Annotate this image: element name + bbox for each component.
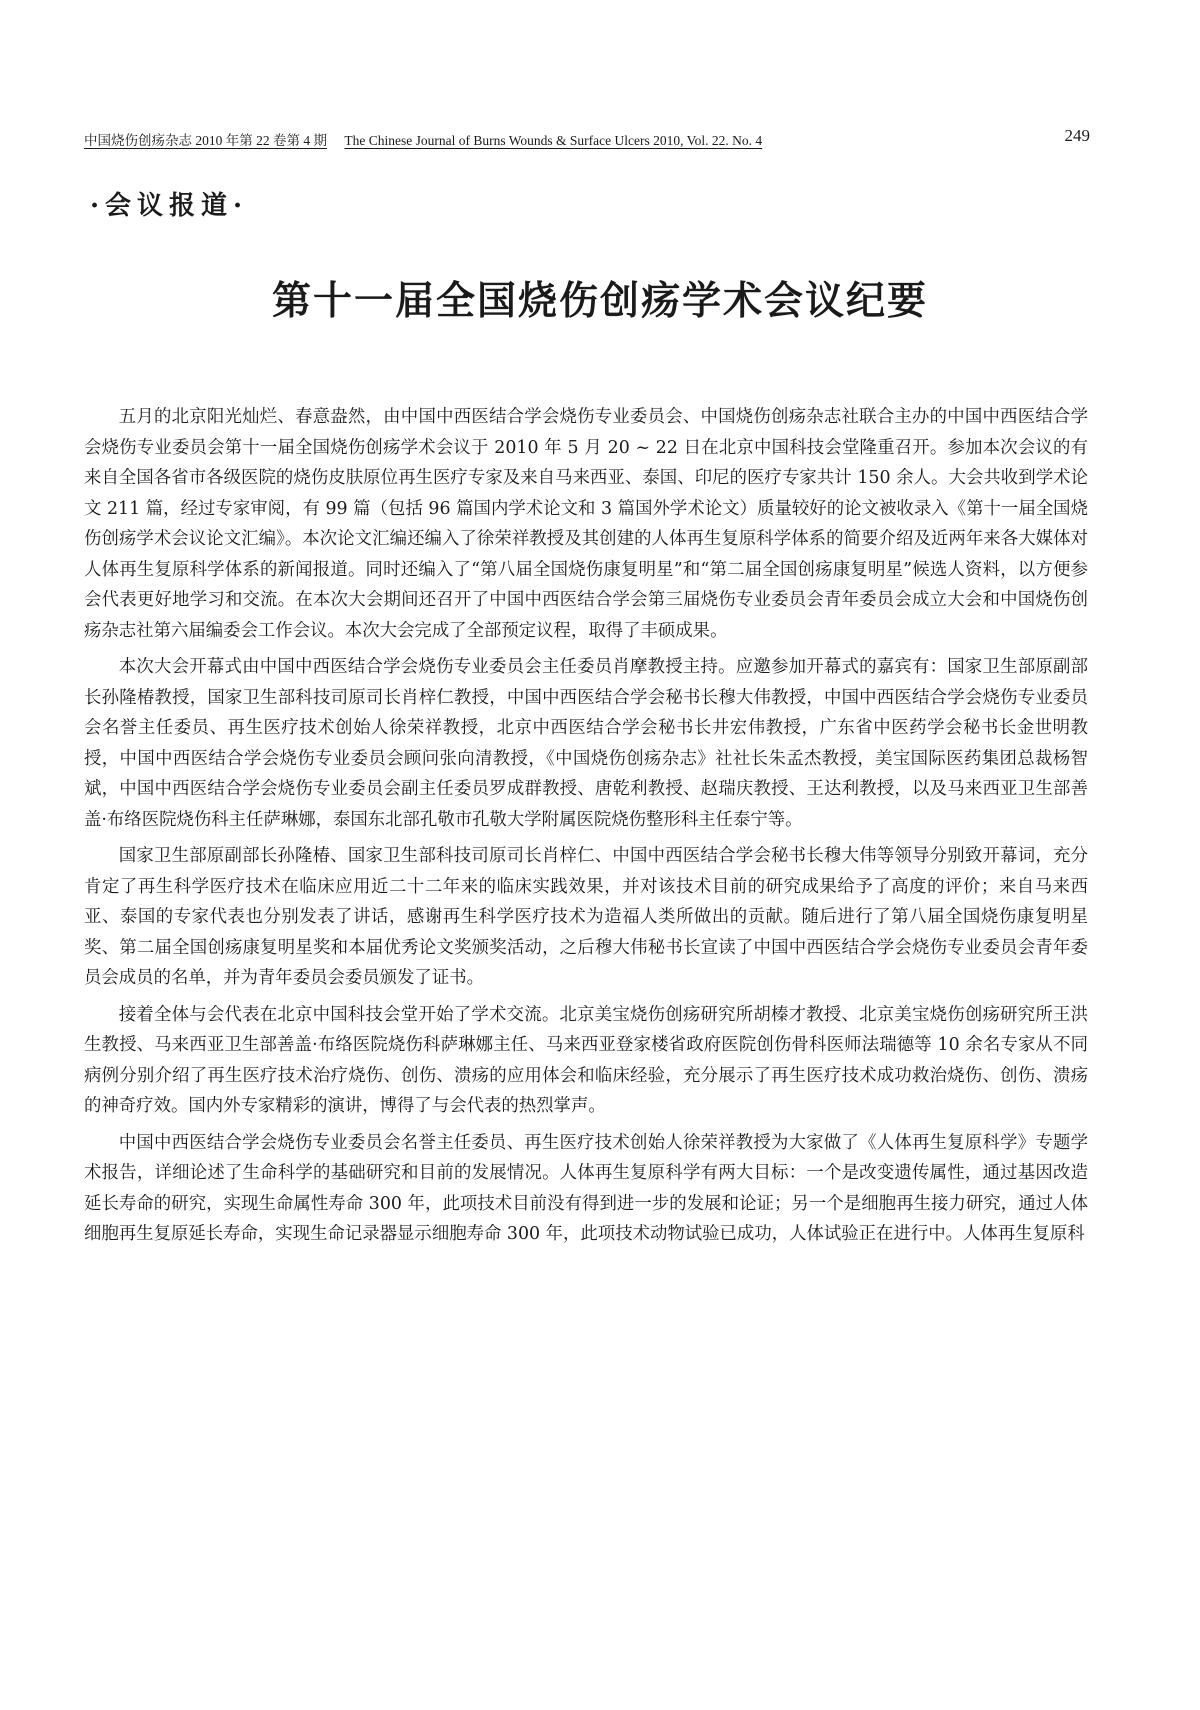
article-title: 第十一届全国烧伤创疡学术会议纪要 [271,279,928,324]
paragraph-4: 接着全体与会代表在北京中国科技会堂开始了学术交流。北京美宝烧伤创疡研究所胡榛才教授、北京美宝烧伤创疡研究所王洪生教授、马来西亚卫生部善盖·布络医院烧伤科萨琳娜主任、马来西亚登家楼省政府医院创伤骨科医师法瑞德等 10 余名专家从不同病例分别介绍了再生医疗技术治疗烧伤、创伤、溃疡的应用体会和临床经验，充分展示了再生医疗技术成功救治烧伤、创伤、溃疡的神奇疗效。国内外专家精彩的演讲，博得了与会代表的热烈掌声。 [84,1004,1088,1116]
paragraph-5: 中国中西医结合学会烧伤专业委员会名誉主任委员、再生医疗技术创始人徐荣祥教授为大家做了《人体再生复原科学》专题学术报告，详细论述了生命科学的基础研究和目前的发展情况。人体再生复原科学有两大目标：一个是改变遗传属性，通过基因改造延长寿命的研究，实现生命属性寿命 300 年，此项技术目前没有得到进一步的发展和论证；另一个是细胞再生接力研究，通过人体细胞再生复原延长寿命，实现生命记录器显示细胞寿命 300 年，此项技术动物试验已成功，人体试验正在进行中。人体再生复原科 [84,1132,1088,1244]
article-body [84,402,1088,1256]
running-header [84,130,1088,152]
page-number: 249 [1064,126,1090,145]
paragraph-2: 本次大会开幕式由中国中西医结合学会烧伤专业委员会主任委员肖摩教授主持。应邀参加开幕式的嘉宾有：国家卫生部原副部长孙隆椿教授，国家卫生部科技司原司长肖梓仁教授，中国中西医结合学会秘书长穆大伟教授，中国中西医结合学会烧伤专业委员会名誉主任委员、再生医疗技术创始人徐荣祥教授，北京中西医结合学会秘书长井宏伟教授，广东省中医药学会秘书长金世明教授，中国中西医结合学会烧伤专业委员会顾问张向清教授，《中国烧伤创疡杂志》社社长朱孟杰教授，美宝国际医药集团总裁杨智斌，中国中西医结合学会烧伤专业委员会副主任委员罗成群教授、唐乾利教授、赵瑞庆教授、王达利教授，以及马来西亚卫生部善盖·布络医院烧伤科主任萨琳娜，泰国东北部孔敬市孔敬大学附属医院烧伤整形科主任泰宁等。 [84,657,1088,830]
section-tag: ·会议报道· [90,191,249,221]
paragraph-3: 国家卫生部原副部长孙隆椿、国家卫生部科技司原司长肖梓仁、中国中西医结合学会秘书长穆大伟等领导分别致开幕词，充分肯定了再生科学医疗技术在临床应用近二十二年来的临床实践效果，并对该技术目前的研究成果给予了高度的评价；来自马来西亚、泰国的专家代表也分别发表了讲话，感谢再生科学医疗技术为造福人类所做出的贡献。随后进行了第八届全国烧伤康复明星奖、第二届全国创疡康复明星奖和本届优秀论文奖颁奖活动，之后穆大伟秘书长宣读了中国中西医结合学会烧伤专业委员会青年委员会成员的名单，并为青年委员会委员颁发了证书。 [84,846,1088,988]
journal-name-english: The Chinese Journal of Burns Wounds & Surface Ulcers 2010, Vol. 22. No. 4 [344,133,763,148]
paragraph-1: 五月的北京阳光灿烂、春意盎然，由中国中西医结合学会烧伤专业委员会、中国烧伤创疡杂志社联合主办的中国中西医结合学会烧伤专业委员会第十一届全国烧伤创疡学术会议于 2010 年 5 月 20 ~ 22 日在北京中国科技会堂隆重召开。参加本次会议的有来自全国各省市各级医院的烧伤皮肤原位再生医疗专家及来自马来西亚、泰国、印尼的医疗专家共计 150 余人。大会共收到学术论文 211 篇，经过专家审阅，有 99 篇（包括 96 篇国内学术论文和 3 篇国外学术论文）质量较好的论文被收录入《第十一届全国烧伤创疡学术会议论文汇编》。本次论文汇编还编入了徐荣祥教授及其创建的人体再生复原科学体系的简要介绍及近两年来各大媒体对人体再生复原科学体系的新闻报道。同时还编入了“第八届全国烧伤康复明星”和“第二届全国创疡康复明星”候选人资料，以方便参会代表更好地学习和交流。在本次大会期间还召开了中国中西医结合学会第三届烧伤专业委员会青年委员会成立大会和中国烧伤创疡杂志社第六届编委会工作会议。本次大会完成了全部预定议程，取得了丰硕成果。 [84,407,1088,641]
journal-name-chinese: 中国烧伤创疡杂志 2010 年第 22 卷第 4 期 [84,133,327,148]
